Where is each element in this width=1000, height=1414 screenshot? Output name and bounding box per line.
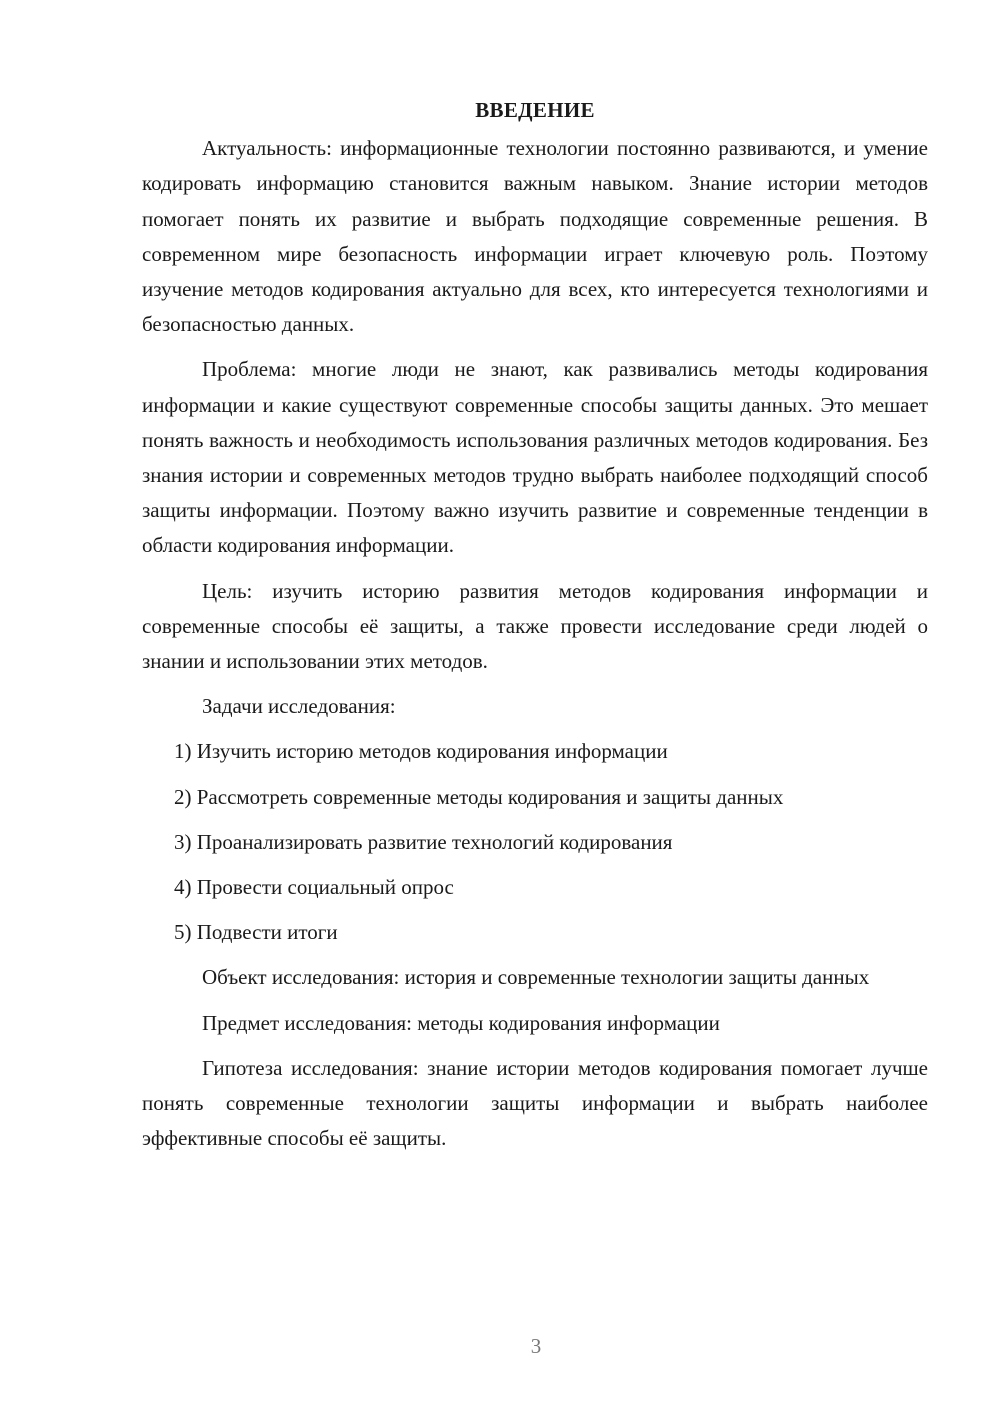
task-item: 4) Провести социальный опрос	[174, 875, 454, 900]
hypothesis-paragraph: Гипотеза исследования: знание истории методов кодирования помогает лучше понять современные технологии защиты информации и выбрать наиболее эффективные способы её защиты.	[142, 1055, 928, 1151]
object-paragraph: Объект исследования: история и современные технологии защиты данных	[202, 965, 870, 990]
task-item: 3) Проанализировать развитие технологий кодирования	[174, 829, 673, 854]
document-body	[142, 93, 928, 1166]
subject-paragraph: Предмет исследования: методы кодирования информации	[202, 1010, 720, 1035]
goal-paragraph: Цель: изучить историю развития методов кодирования информации и современные способы её защиты, а также провести исследование среди людей о знании и использовании этих методов.	[142, 578, 928, 674]
tasks-list	[142, 734, 928, 950]
problem-paragraph: Проблема: многие люди не знают, как развивались методы кодирования информации и какие существуют современные способы защиты данных. Это мешает понять важность и необходимость использования различных методов кодирования. Без знания истории и современных методов трудно выбрать наиболее подходящий способ защиты информации. Поэтому важно изучить развитие и современные тенденции в области кодирования информации.	[142, 357, 928, 558]
relevance-paragraph: Актуальность: информационные технологии постоянно развиваются, и умение кодировать информацию становится важным навыком. Знание истории методов помогает понять их развитие и выбрать подходящие современные решения. В современном мире безопасность информации играет ключевую роль. Поэтому изучение методов кодирования актуально для всех, кто интересуется технологиями и безопасностью данных.	[142, 136, 928, 337]
tasks-heading: Задачи исследования:	[202, 694, 396, 719]
task-item: 5) Подвести итоги	[174, 920, 338, 945]
task-item: 2) Рассмотреть современные методы кодирования и защиты данных	[174, 784, 784, 809]
task-item: 1) Изучить историю методов кодирования информации	[174, 739, 668, 764]
document-title: ВВЕДЕНИЕ	[475, 98, 595, 122]
page-number: 3	[530, 1334, 542, 1358]
